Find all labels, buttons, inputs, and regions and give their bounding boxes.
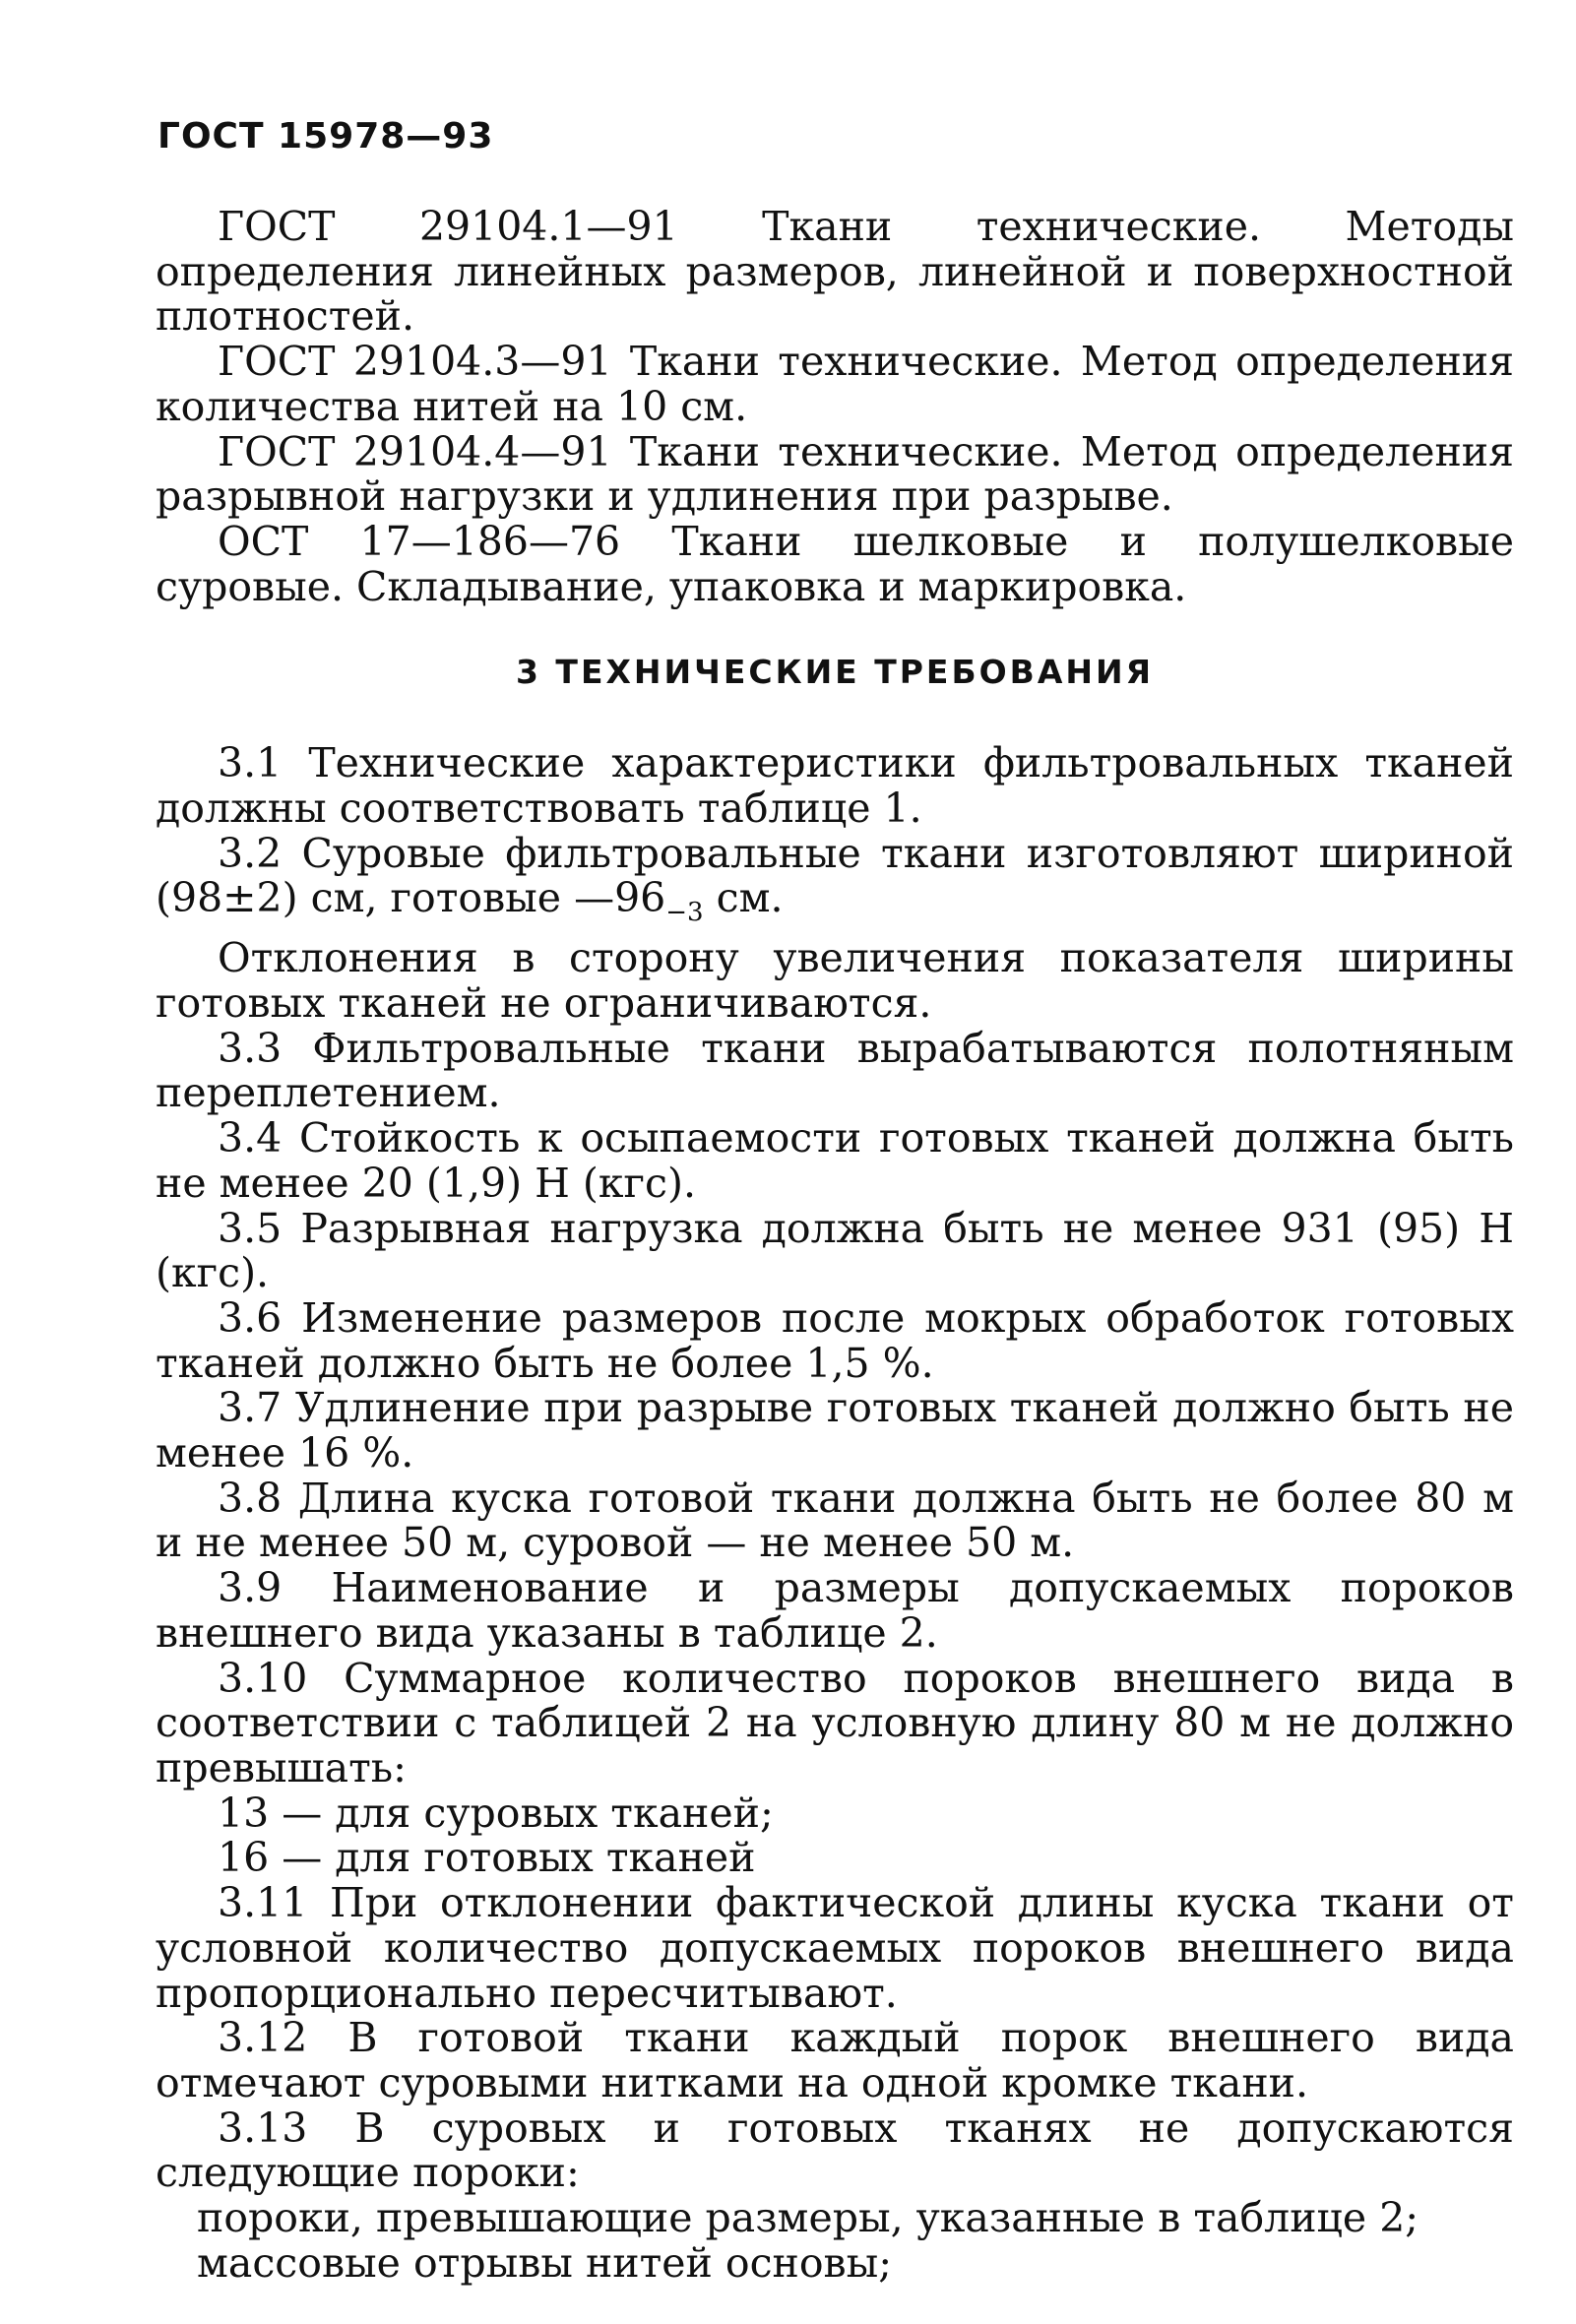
clause-3-2-tolerance: −3 [665,898,704,928]
clause-3-13-item-2: массовые отрывы нитей основы; [197,2238,893,2287]
clause-3-5: 3.5 Разрывная нагрузка должна быть не менее 931 (95) Н (кгс). [156,1204,1514,1297]
clause-3-6: 3.6 Изменение размеров после мокрых обработок готовых тканей должно быть не более 1,5 %. [156,1293,1514,1387]
clause-3-4: 3.4 Стойкость к осыпаемости готовых тканей должна быть не менее 20 (1,9) Н (кгс). [156,1114,1514,1207]
reference-ost-17-186: ОСТ 17—186—76 Ткани шелковые и полушелковые суровые. Складывание, упаковка и маркировка. [156,517,1514,610]
clause-3-2 [156,829,1514,937]
clause-3-3: 3.3 Фильтровальные ткани вырабатываются полотняным переплетением. [156,1024,1514,1117]
clause-3-9: 3.9 Наименование и размеры допускаемых пороков внешнего вида указаны в таблице 2. [156,1564,1514,1657]
clause-3-13: 3.13 В суровых и готовых тканях не допускаются следующие пороки: [156,2104,1514,2197]
clause-3-11: 3.11 При отклонении фактической длины куска ткани от условной количество допускаемых пороков внешнего вида пропорционально пересчитывают. [156,1879,1514,2017]
clause-3-7: 3.7 Удлинение при разрыве готовых тканей должно быть не менее 16 %. [156,1384,1514,1477]
section-title: 3 ТЕХНИЧЕСКИЕ ТРЕБОВАНИЯ [515,653,1155,692]
page-header: ГОСТ 15978—93 [158,116,494,157]
clause-3-12: 3.12 В готовой ткани каждый порок внешнего вида отмечают суровыми нитками на одной кромке ткани. [156,2014,1514,2106]
clause-3-1: 3.1 Технические характеристики фильтровальных тканей должны соответствовать таблице 1. [156,739,1514,833]
clause-3-10: 3.10 Суммарное количество пороков внешнего вида в соответствии с таблицей 2 на условную длину 80 м не должно превышать: [156,1654,1514,1791]
clause-3-13-item-1: пороки, превышающие размеры, указанные в таблице 2; [197,2194,1419,2242]
clause-3-2-note: Отклонения в сторону увеличения показателя ширины готовых тканей не ограничиваются. [156,934,1514,1028]
document-body [156,205,1514,2286]
reference-gost-29104-1: ГОСТ 29104.1—91 Ткани технические. Методы определения линейных размеров, линейной и поверхностной плотностей. [156,203,1514,341]
reference-gost-29104-4: ГОСТ 29104.4—91 Ткани технические. Метод определения разрывной нагрузки и удлинения при разрыве. [156,427,1514,521]
clause-3-10-item-1: 13 — для суровых тканей; [218,1789,774,1837]
clause-3-2-text: 3.2 Суровые фильтровальные ткани изготовляют шириной (98±2) см, готовые —96 [156,829,1514,922]
reference-gost-29104-3: ГОСТ 29104.3—91 Ткани технические. Метод определения количества нитей на 10 см. [156,338,1514,430]
clause-3-2-unit: см. [703,874,784,922]
clause-3-8: 3.8 Длина куска готовой ткани должна быть не более 80 м и не менее 50 м, суровой — не менее 50 м. [156,1474,1514,1567]
clause-3-10-item-2: 16 — для готовых тканей [218,1834,756,1882]
